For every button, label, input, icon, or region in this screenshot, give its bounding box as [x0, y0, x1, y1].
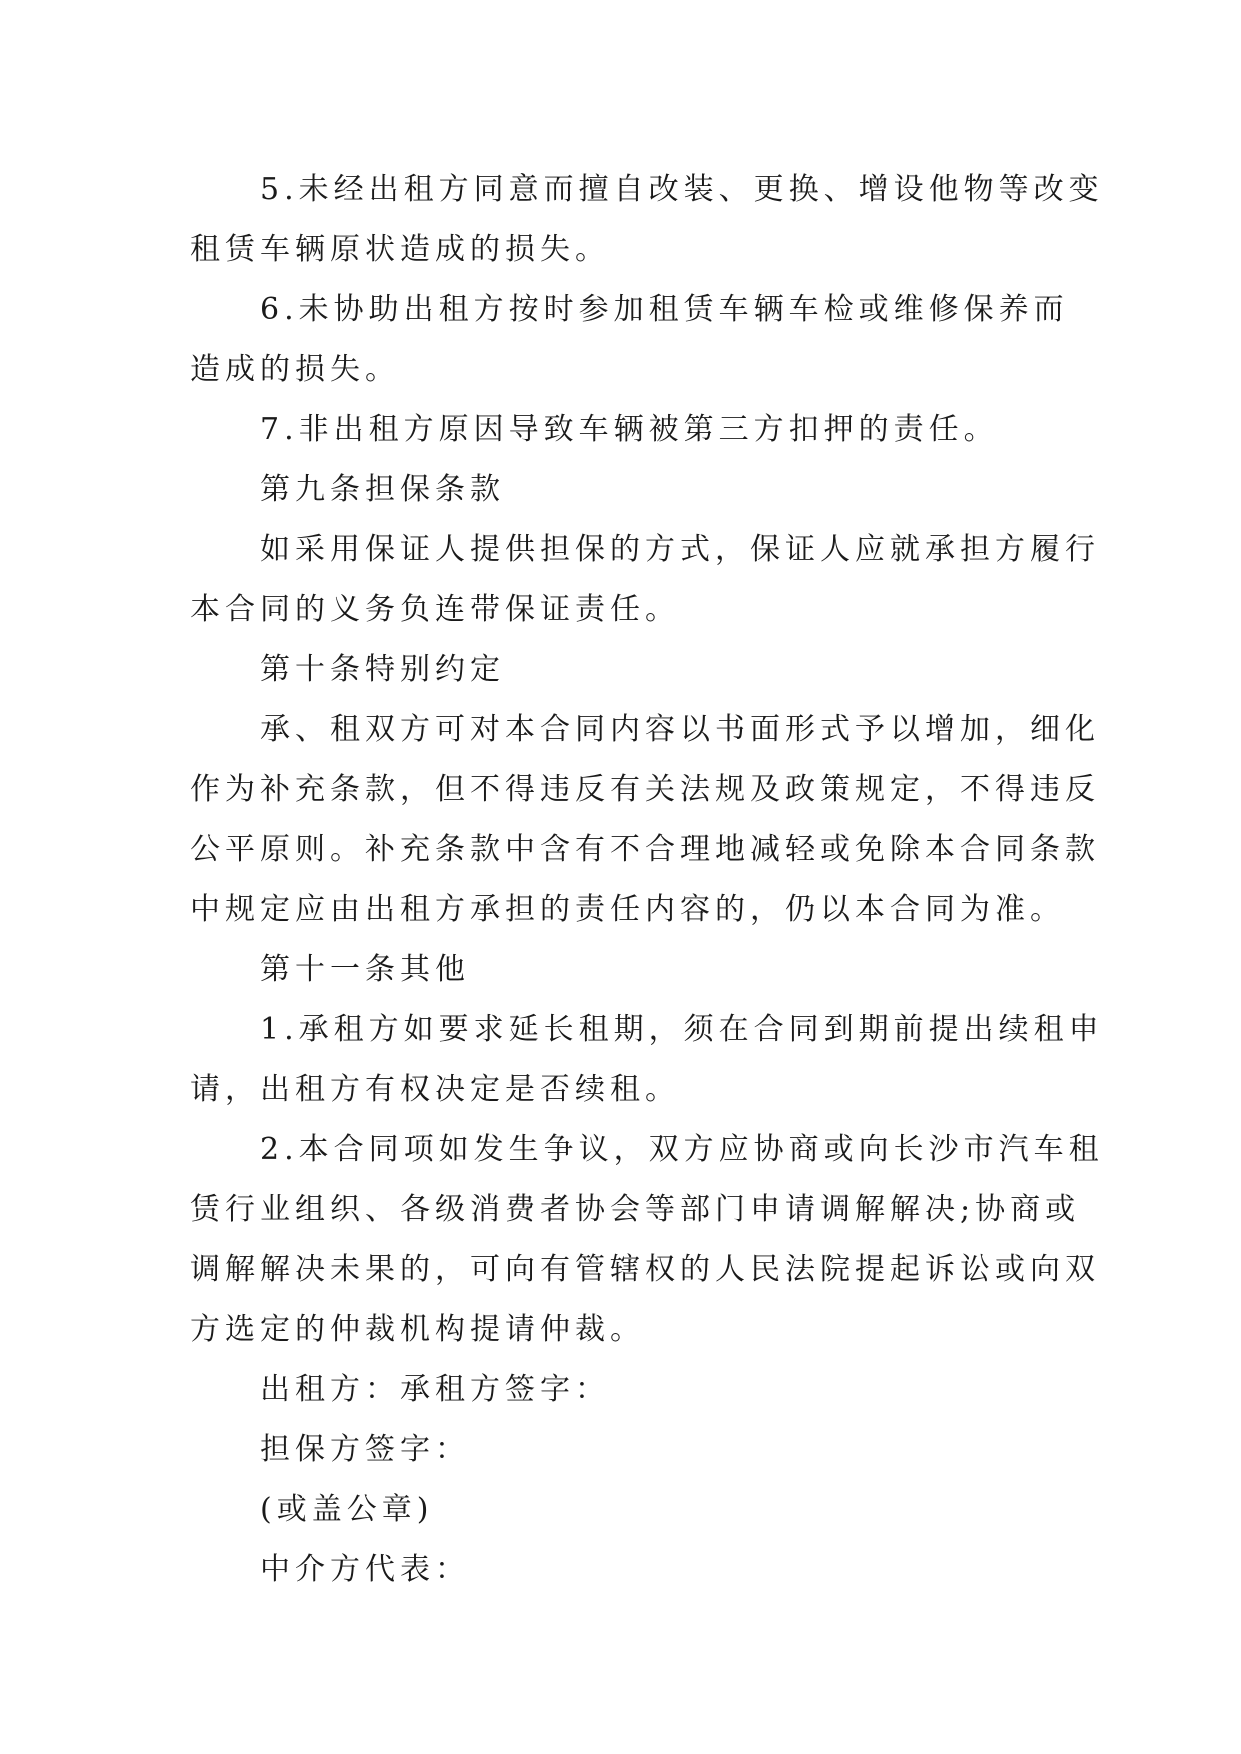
- text-line: 5.未经出租方同意而擅自改装、更换、增设他物等改变: [260, 172, 1104, 207]
- text-line: 方选定的仲裁机构提请仲裁。: [190, 1312, 645, 1347]
- text-line: 赁行业组织、各级消费者协会等部门申请调解解决;协商或: [190, 1192, 1081, 1227]
- section-heading-9: [190, 460, 1060, 520]
- text-line: 公平原则。补充条款中含有不合理地减轻或免除本合同条款: [190, 832, 1100, 867]
- clause-item-6: [190, 280, 1069, 400]
- text-line: 造成的损失。: [190, 352, 400, 387]
- seal-note: [190, 1480, 1060, 1540]
- text-line: 请，出租方有权决定是否续租。: [190, 1072, 680, 1107]
- special-terms-paragraph: [190, 700, 1100, 940]
- text-line: 承、租双方可对本合同内容以书面形式予以增加，细化: [260, 712, 1100, 747]
- clause-item-5: [190, 160, 1104, 280]
- text-line: 如采用保证人提供担保的方式，保证人应就承担方履行: [260, 532, 1100, 567]
- signature-intermediary: [190, 1540, 1060, 1600]
- text-line: 中规定应由出租方承担的责任内容的，仍以本合同为准。: [190, 892, 1065, 927]
- signature-label: 担保方签字：: [260, 1432, 470, 1467]
- text-line: 本合同的义务负连带保证责任。: [190, 592, 680, 627]
- heading-text: 第十一条其他: [260, 952, 470, 987]
- text-line: 1.承租方如要求延长租期，须在合同到期前提出续租申: [260, 1012, 1104, 1047]
- heading-text: 第十条特别约定: [260, 652, 505, 687]
- section-heading-11: [190, 940, 1060, 1000]
- text-line: 7.非出租方原因导致车辆被第三方扣押的责任。: [260, 412, 999, 447]
- document-page: [190, 160, 1104, 1600]
- other-item-2: [190, 1120, 1104, 1360]
- section-heading-10: [190, 640, 1060, 700]
- seal-label: (或盖公章): [260, 1492, 434, 1527]
- other-item-1: [190, 1000, 1104, 1120]
- clause-item-7: [190, 400, 1060, 460]
- signature-label: 出租方：承租方签字：: [260, 1372, 610, 1407]
- text-line: 2.本合同项如发生争议，双方应协商或向长沙市汽车租: [260, 1132, 1104, 1167]
- signature-label: 中介方代表：: [260, 1552, 470, 1587]
- text-line: 作为补充条款，但不得违反有关法规及政策规定，不得违反: [190, 772, 1100, 807]
- text-line: 调解解决未果的，可向有管辖权的人民法院提起诉讼或向双: [190, 1252, 1100, 1287]
- guarantee-paragraph: [190, 520, 1100, 640]
- signature-guarantor: [190, 1420, 1060, 1480]
- text-line: 租赁车辆原状造成的损失。: [190, 232, 610, 267]
- heading-text: 第九条担保条款: [260, 472, 505, 507]
- text-line: 6.未协助出租方按时参加租赁车辆车检或维修保养而: [260, 292, 1069, 327]
- signature-lessor-lessee: [190, 1360, 1060, 1420]
